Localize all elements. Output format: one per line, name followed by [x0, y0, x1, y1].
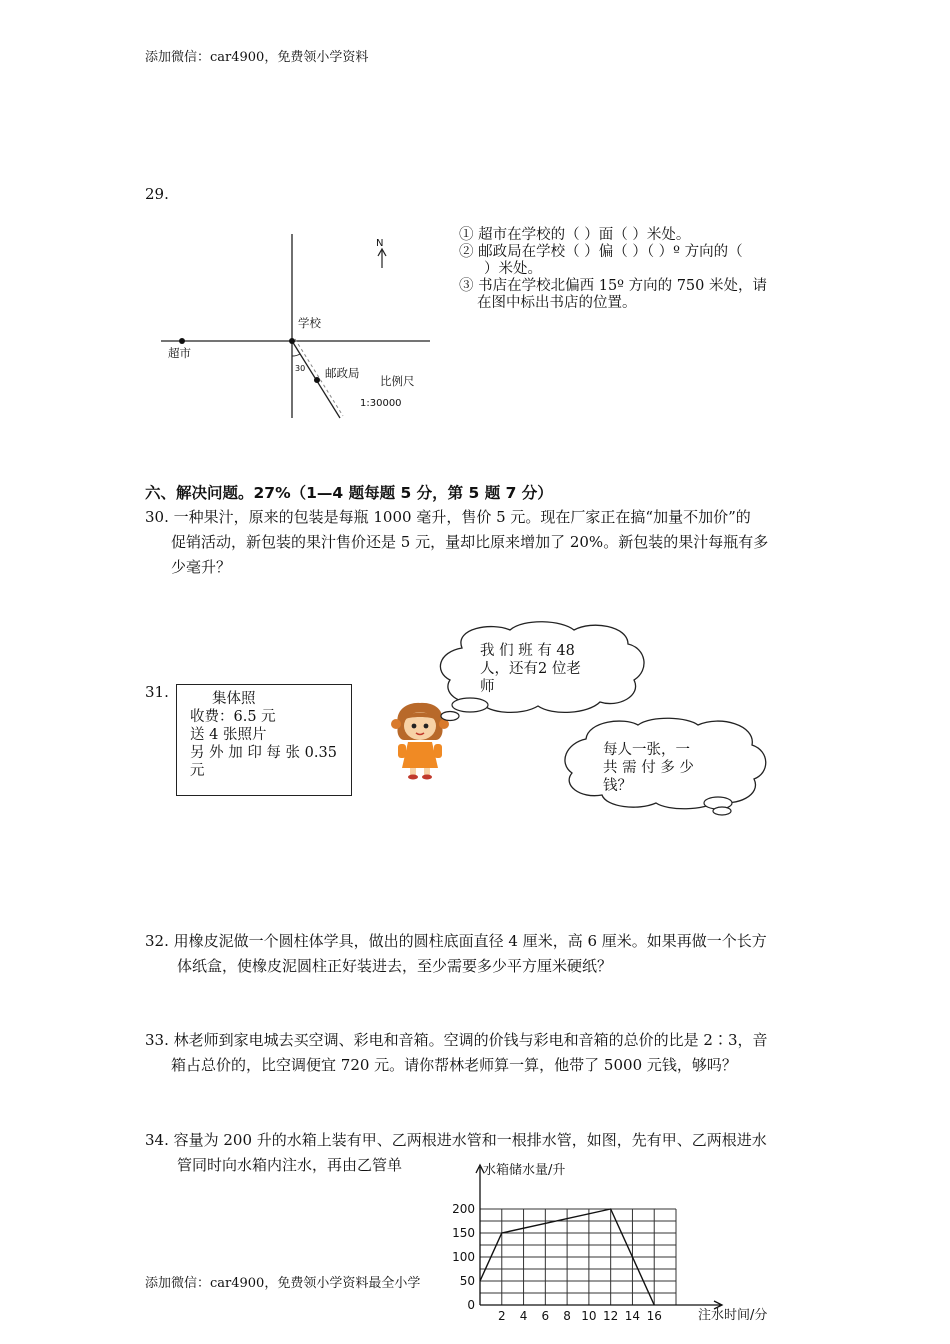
north-label: N	[376, 238, 384, 249]
q32-line-2: 体纸盒，使橡皮泥圆柱正好装进去，至少需要多少平方厘米硬纸？	[177, 957, 613, 975]
supermarket-dot	[179, 338, 185, 344]
y-tick-label: 50	[459, 1274, 475, 1288]
scale-label: 比例尺	[380, 374, 415, 388]
q33-line-1: 33. 林老师到家电城去买空调、彩电和音箱。空调的价钱与彩电和音箱的总价的比是 2∶3，音	[145, 1031, 768, 1049]
y-tick-label: 100	[452, 1250, 475, 1264]
q30-line-3: 少毫升？	[171, 558, 232, 576]
q31-box-line-4: 另 外 加 印 每 张 0.35	[190, 745, 337, 761]
school-dot	[289, 338, 295, 344]
bubble-2-line-2: 共 需 付 多 少	[603, 760, 694, 776]
q32-line-1: 32. 用橡皮泥做一个圆柱体学具，做出的圆柱底面直径 4 厘米，高 6 厘米。如果再做一个长方	[145, 932, 767, 950]
x-tick-label: 2	[497, 1309, 506, 1323]
bubble-2-line-3: 钱？	[603, 778, 632, 794]
q29-line-2: ② 邮政局在学校（ ）偏（ ）（ ）º 方向的（	[459, 244, 743, 260]
q31-price-box	[176, 684, 352, 796]
chart-x-axis-label: 注水时间/分	[698, 1308, 768, 1323]
q29-direction-map	[155, 228, 445, 423]
chart-grid	[480, 1209, 676, 1305]
q33-line-2: 箱占总价的，比空调便宜 720 元。请你帮林老师算一算，他带了 5000 元钱，够吗？	[171, 1056, 737, 1074]
q34-water-tank-chart	[440, 1155, 800, 1330]
bubble-1-line-3: 师	[480, 679, 495, 695]
x-tick-label: 6	[541, 1309, 550, 1323]
post-office-label: 邮政局	[325, 366, 360, 380]
q31-box-line-2: 收费：6.5 元	[190, 709, 276, 725]
chart-axes	[476, 1165, 722, 1309]
y-tick-label: 200	[452, 1202, 475, 1216]
scale-value: 1:30000	[360, 398, 402, 409]
x-tick-label: 16	[646, 1309, 662, 1323]
q30-line-1: 30. 一种果汁，原来的包装是每瓶 1000 毫升，售价 5 元。现在厂家正在搞“加量不加价”的	[145, 508, 751, 526]
q29-line-1: ① 超市在学校的（ ）面（ ）米处。	[459, 227, 691, 243]
bubble-2-line-1: 每人一张，一	[603, 742, 690, 758]
school-label: 学校	[298, 316, 321, 330]
bubble-1-line-2: 人，还有2 位老	[480, 661, 581, 677]
bubble-1-line-1: 我 们 班 有 48	[480, 643, 575, 659]
q31-box-title: 集体照	[212, 691, 256, 707]
supermarket-label: 超市	[168, 346, 191, 360]
q31-box-line-5: 元	[190, 763, 205, 779]
chart-y-axis-label: 水箱储水量/升	[483, 1163, 566, 1178]
q31-number: 31.	[145, 683, 169, 701]
x-tick-label: 14	[624, 1309, 641, 1323]
post-office-dot	[314, 377, 320, 383]
x-tick-label: 4	[519, 1309, 528, 1323]
x-tick-label: 10	[581, 1309, 597, 1323]
footer-text: 添加微信：car4900，免费领小学资料最全小学	[145, 1276, 421, 1291]
q29-line-3: ）米处。	[484, 261, 542, 277]
q29-number: 29.	[145, 185, 169, 203]
section-6-title: 六、解决问题。27%（1—4 题每题 5 分，第 5 题 7 分）	[145, 484, 553, 502]
q29-line-4: ③ 书店在学校北偏西 15º 方向的 750 米处，请	[459, 278, 767, 294]
header-text: 添加微信：car4900，免费领小学资料	[145, 50, 369, 65]
y-tick-label: 0	[467, 1298, 475, 1312]
y-tick-label: 150	[452, 1226, 475, 1240]
q31-box-line-3: 送 4 张照片	[190, 727, 267, 743]
x-tick-label: 12	[603, 1309, 619, 1323]
q34-line-1: 34. 容量为 200 升的水箱上装有甲、乙两根进水管和一根排水管，如图，先有甲、乙两根进水	[145, 1131, 767, 1149]
x-tick-label: 8	[563, 1309, 571, 1323]
q29-line-5: 在图中标出书店的位置。	[477, 295, 637, 311]
q30-line-2: 促销活动，新包装的果汁售价还是 5 元，量却比原来增加了 20%。新包装的果汁每瓶有多	[171, 533, 769, 551]
angle-label: 30	[295, 364, 306, 373]
q34-line-2: 管同时向水箱内注水，再由乙管单	[177, 1156, 403, 1174]
